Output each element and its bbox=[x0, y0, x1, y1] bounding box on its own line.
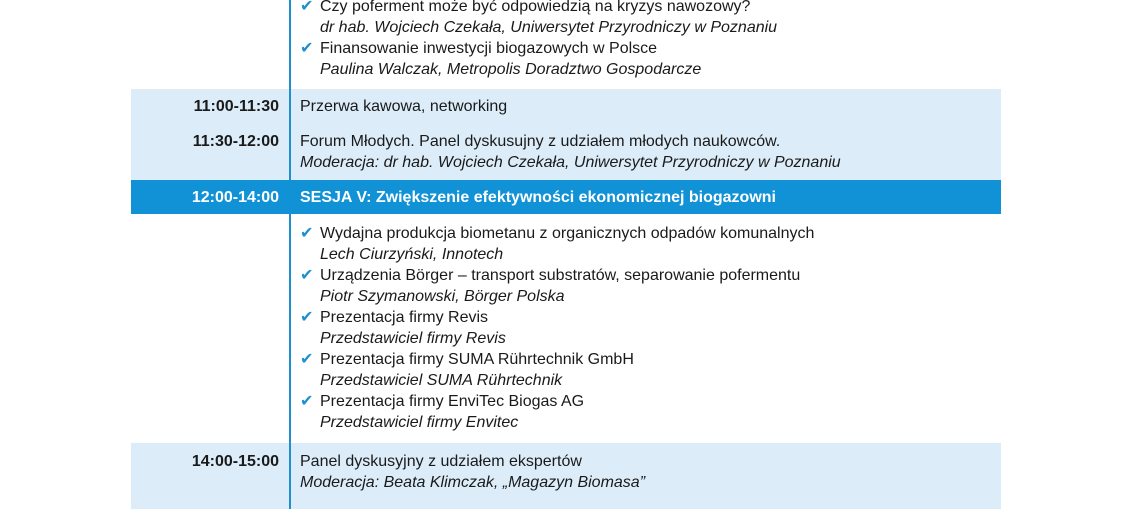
talk-speaker: Przedstawiciel SUMA Rührtechnik bbox=[320, 372, 563, 389]
time-slot: 11:00-11:30 bbox=[193, 98, 279, 115]
agenda-item-title: Panel dyskusyjny z udziałem ekspertów bbox=[300, 453, 582, 470]
session-items-continued bbox=[131, 0, 1001, 86]
session-header bbox=[131, 180, 1001, 214]
check-icon: ✔ bbox=[300, 40, 314, 57]
check-icon: ✔ bbox=[300, 309, 314, 326]
talk-title: Finansowanie inwestycji biogazowych w Polsce bbox=[320, 40, 658, 57]
talk-speaker: Przedstawiciel firmy Revis bbox=[320, 330, 506, 347]
timeline-divider bbox=[289, 0, 291, 180]
list-item bbox=[300, 391, 1000, 433]
talk-speaker: Piotr Szymanowski, Börger Polska bbox=[320, 288, 565, 305]
list-item bbox=[300, 349, 1000, 391]
check-icon: ✔ bbox=[300, 225, 314, 242]
talk-title: Urządzenia Börger – transport substratów, separowanie pofermentu bbox=[320, 267, 801, 284]
talk-speaker: dr hab. Wojciech Czekała, Uniwersytet Przyrodniczy w Poznaniu bbox=[320, 19, 778, 36]
talk-speaker: Lech Ciurzyński, Innotech bbox=[320, 246, 504, 263]
agenda-block-break-forum bbox=[131, 89, 1001, 180]
list-item bbox=[300, 0, 1000, 38]
talk-speaker: Paulina Walczak, Metropolis Doradztwo Gospodarcze bbox=[320, 61, 702, 78]
session-items bbox=[131, 214, 1001, 443]
list-item bbox=[300, 265, 1000, 307]
talk-title: Wydajna produkcja biometanu z organicznych odpadów komunalnych bbox=[320, 225, 815, 242]
check-icon: ✔ bbox=[300, 393, 314, 410]
agenda-block-expert-panel bbox=[131, 443, 1001, 509]
time-slot: 12:00-14:00 bbox=[191, 189, 279, 206]
session-title: SESJA V: Zwiększenie efektywności ekonomicznej biogazowni bbox=[300, 189, 776, 206]
time-slot: 14:00-15:00 bbox=[191, 453, 279, 470]
time-slot: 11:30-12:00 bbox=[192, 133, 279, 150]
talk-speaker: Przedstawiciel firmy Envitec bbox=[320, 414, 519, 431]
list-item bbox=[300, 307, 1000, 349]
talk-title: Prezentacja firmy Revis bbox=[320, 309, 489, 326]
list-item bbox=[300, 223, 1000, 265]
check-icon: ✔ bbox=[300, 0, 314, 15]
agenda-item-title: Przerwa kawowa, networking bbox=[300, 98, 508, 115]
check-icon: ✔ bbox=[300, 267, 314, 284]
talk-title: Prezentacja firmy SUMA Rührtechnik GmbH bbox=[320, 351, 634, 368]
agenda-item-moderator: Moderacja: dr hab. Wojciech Czekała, Uniwersytet Przyrodniczy w Poznaniu bbox=[300, 154, 841, 171]
talk-title: Prezentacja firmy EnviTec Biogas AG bbox=[320, 393, 585, 410]
agenda-item-title: Forum Młodych. Panel dyskusujny z udziałem młodych naukowców. bbox=[300, 133, 781, 150]
check-icon: ✔ bbox=[300, 351, 314, 368]
agenda-item-moderator: Moderacja: Beata Klimczak, „Magazyn Biomasa” bbox=[300, 474, 646, 491]
list-item bbox=[300, 38, 1000, 80]
timeline-divider bbox=[289, 214, 291, 509]
talk-title: Czy poferment może być odpowiedzią na kryzys nawozowy? bbox=[320, 0, 751, 15]
